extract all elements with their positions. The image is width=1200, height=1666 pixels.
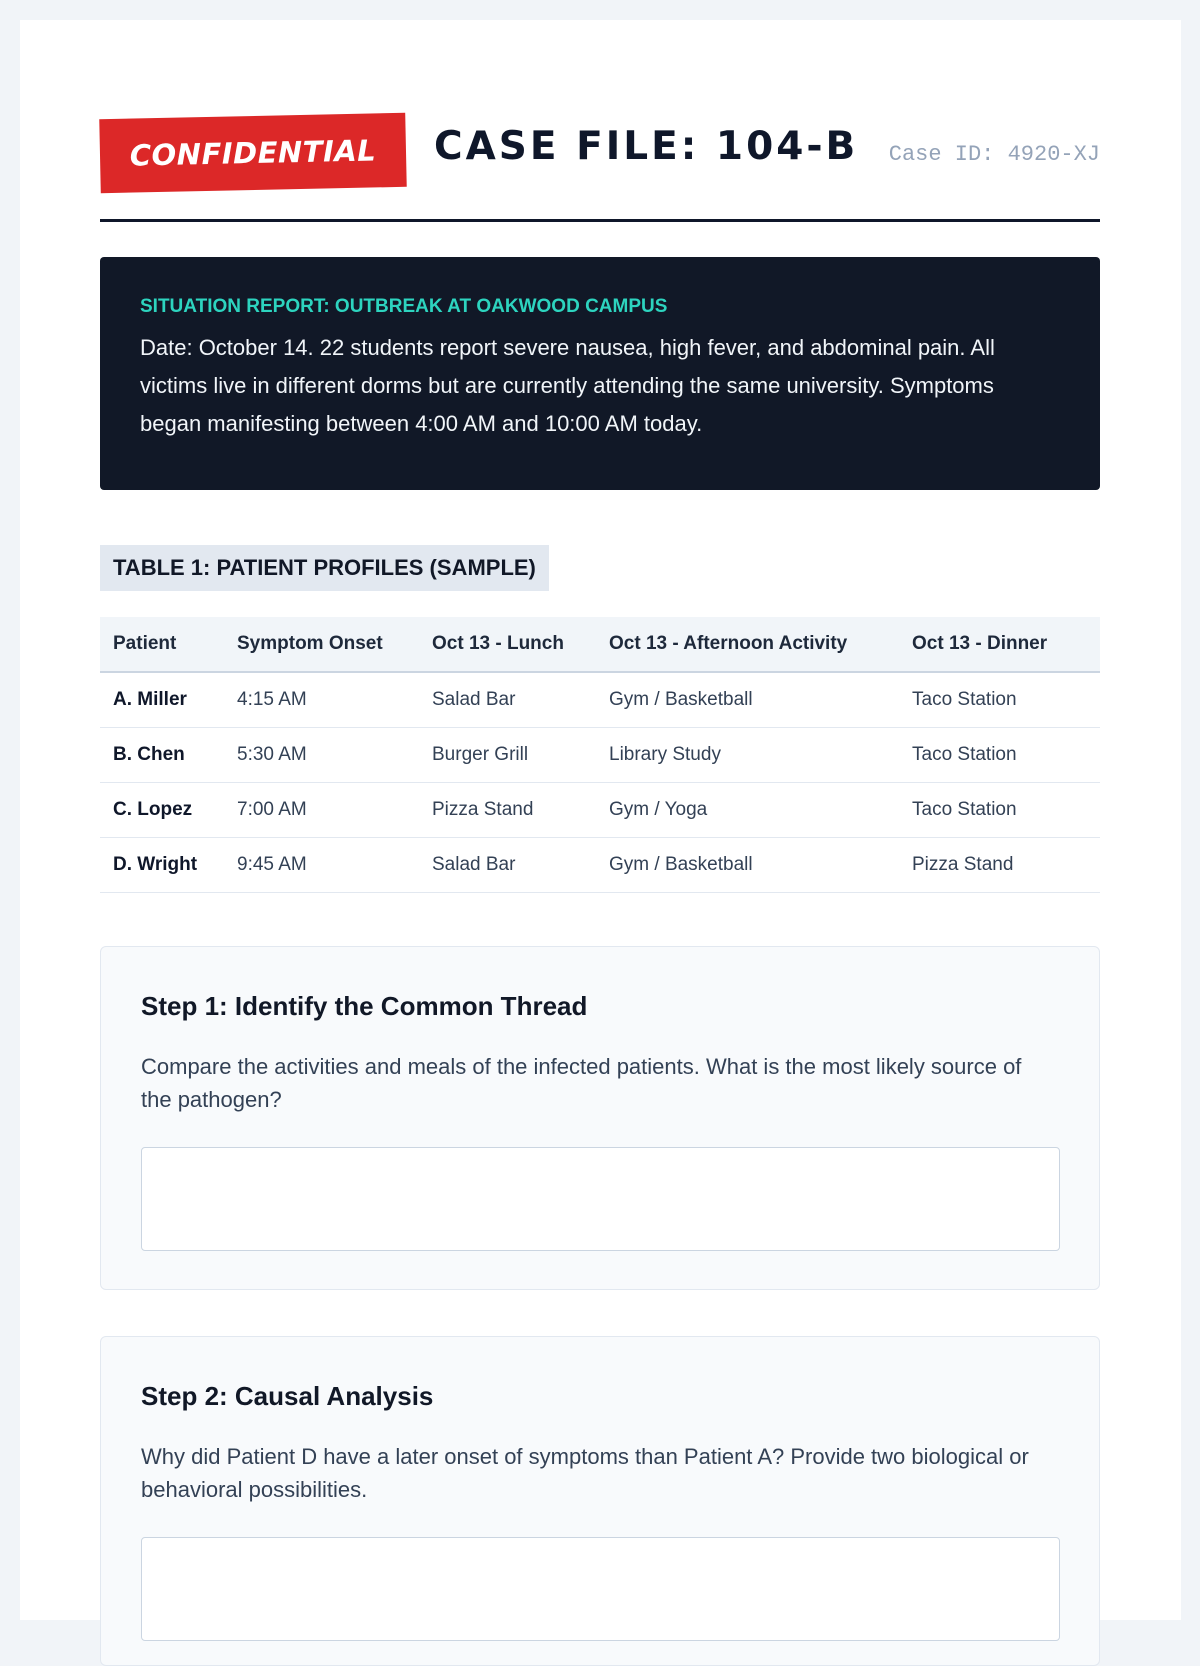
situation-report-title: SITUATION REPORT: OUTBREAK AT OAKWOOD CAMPUS [140,296,668,317]
confidential-stamp [99,113,406,193]
table-row [100,838,1100,893]
step-1-card [100,946,1100,1290]
column-header: Oct 13 - Lunch [419,617,596,672]
step-2-title: Step 2: Causal Analysis [141,1381,434,1411]
table-cell: Salad Bar [419,838,596,893]
table-row [100,672,1100,728]
table-label: TABLE 1: PATIENT PROFILES (SAMPLE) [100,545,549,591]
column-header: Oct 13 - Afternoon Activity [596,617,899,672]
table-cell: Gym / Yoga [596,783,899,838]
step-2-prompt: Why did Patient D have a later onset of symptoms than Patient A? Provide two biological or behavioral possibilities. [141,1444,1029,1502]
table-cell: 5:30 AM [224,728,419,783]
table-cell: Taco Station [899,672,1100,728]
step-2-card [100,1336,1100,1666]
patient-cell: B. Chen [100,728,224,783]
table-cell: Taco Station [899,728,1100,783]
table-cell: 7:00 AM [224,783,419,838]
case-id: Case ID: 4920-XJ [888,142,1100,167]
table-cell: Gym / Basketball [596,838,899,893]
table-cell: Salad Bar [419,672,596,728]
column-header: Oct 13 - Dinner [899,617,1100,672]
table-row [100,783,1100,838]
table-cell: Pizza Stand [899,838,1100,893]
table-cell: Burger Grill [419,728,596,783]
step-1-title: Step 1: Identify the Common Thread [141,991,588,1021]
step-2-answer-field[interactable] [141,1537,1060,1641]
table-cell: Library Study [596,728,899,783]
table-cell: Taco Station [899,783,1100,838]
table-cell: 4:15 AM [224,672,419,728]
column-header: Symptom Onset [224,617,419,672]
column-header: Patient [100,617,224,672]
table-cell: Pizza Stand [419,783,596,838]
case-file-title: CASE FILE: 104-B [434,124,859,169]
patient-cell: C. Lopez [100,783,224,838]
patient-profiles-table [100,617,1100,893]
situation-report-body: Date: October 14. 22 students report severe nausea, high fever, and abdominal pain. All victims live in different dorms but are currently attending the same university. Symptoms began manifesting between 4:00 AM and 10:00 AM today. [140,335,995,436]
worksheet-page [20,20,1181,1620]
table-cell: Gym / Basketball [596,672,899,728]
step-1-answer-field[interactable] [141,1147,1060,1251]
situation-report [100,257,1100,490]
stamp-label: CONFIDENTIAL [129,133,377,173]
patient-cell: A. Miller [100,672,224,728]
case-header [100,94,1100,222]
step-1-prompt: Compare the activities and meals of the infected patients. What is the most likely source of the pathogen? [141,1054,1022,1112]
table-header-row [100,617,1100,672]
table-row [100,728,1100,783]
patient-cell: D. Wright [100,838,224,893]
table-cell: 9:45 AM [224,838,419,893]
